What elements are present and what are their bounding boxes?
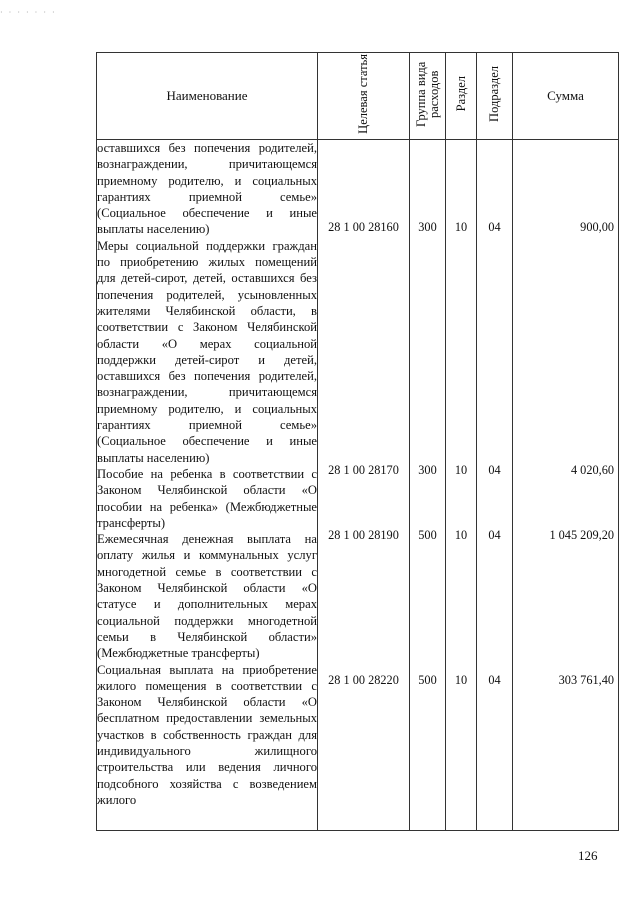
row-section: 10 (454, 528, 468, 542)
row-section: 10 (454, 220, 468, 234)
row-name: Ежемесячная денежная выплата на оплату жилья и коммунальных услуг многодетной семье в соответствии с Законом Челябинской области «О статусе и дополнительных мерах социальной поддержки многодетной семьи в Челябинской области» (Межбюджетные трансферты) (97, 532, 317, 661)
row-name: Меры социальной поддержки граждан по приобретению жилых помещений для детей-сирот, детей, оставшихся без попечения родителей, усыновленных жителями Челябинской области, в соответствии с Законом Челябинской области «О мерах социальной поддержки детей-сирот и детей, оставшихся без попечения родителей, вознаграждении, причитающемся приемному родителю, и социальных гарантиях приемной семье» (Социальное обеспечение и иные выплаты населению) (97, 238, 317, 465)
row-name: Социальная выплата на приобретение жилого помещения в соответствии с Законом Челябинской области «О бесплатном предоставлении земельных участков в собственность граждан для индивидуального жилищного строительства или ведения личного подсобного хозяйства с возведением жилого (97, 662, 317, 807)
budget-table (96, 52, 619, 831)
subsection-column (477, 140, 513, 831)
article-column (318, 140, 410, 831)
row-group: 500 (418, 528, 437, 542)
header-target-article: Целевая статья (318, 53, 410, 140)
row-name: оставшихся без попечения родителей, вознаграждении, причитающемся приемному родителю, и социальных гарантиях приемной семье» (Социальное обеспечение и иные выплаты населению) (97, 141, 317, 237)
row-article: 28 1 00 28190 (328, 528, 399, 542)
row-subsection: 04 (488, 463, 501, 477)
row-article: 28 1 00 28170 (328, 463, 399, 477)
row-section: 10 (454, 673, 468, 687)
row-name: Пособие на ребенка в соответствии с Законом Челябинской области «О пособии на ребенка» (Межбюджетные трансферты) (97, 466, 317, 530)
scan-artifact: · · · · · · · (0, 8, 57, 17)
row-sum: 900,00 (580, 220, 614, 234)
row-group: 300 (418, 463, 437, 477)
header-name: Наименование (97, 53, 318, 140)
row-subsection: 04 (488, 528, 501, 542)
row-section: 10 (454, 463, 468, 477)
row-article: 28 1 00 28160 (328, 220, 399, 234)
header-expense-group: Группа вида расходов (410, 53, 446, 140)
row-sum: 4 020,60 (570, 463, 614, 477)
section-column (446, 140, 477, 831)
name-column (97, 140, 318, 831)
page-number: 126 (578, 848, 598, 863)
row-article: 28 1 00 28220 (328, 673, 399, 687)
header-section: Раздел (446, 53, 477, 140)
table-header-row (97, 53, 619, 140)
row-sum: 1 045 209,20 (549, 528, 614, 542)
group-column (410, 140, 446, 831)
row-subsection: 04 (488, 220, 501, 234)
row-subsection: 04 (488, 673, 501, 687)
header-sum: Сумма (513, 53, 619, 140)
header-subsection: Подраздел (477, 53, 513, 140)
row-sum: 303 761,40 (558, 673, 614, 687)
table-body-row (97, 140, 619, 831)
sum-column (513, 140, 619, 831)
row-group: 500 (418, 673, 437, 687)
row-group: 300 (418, 220, 437, 234)
